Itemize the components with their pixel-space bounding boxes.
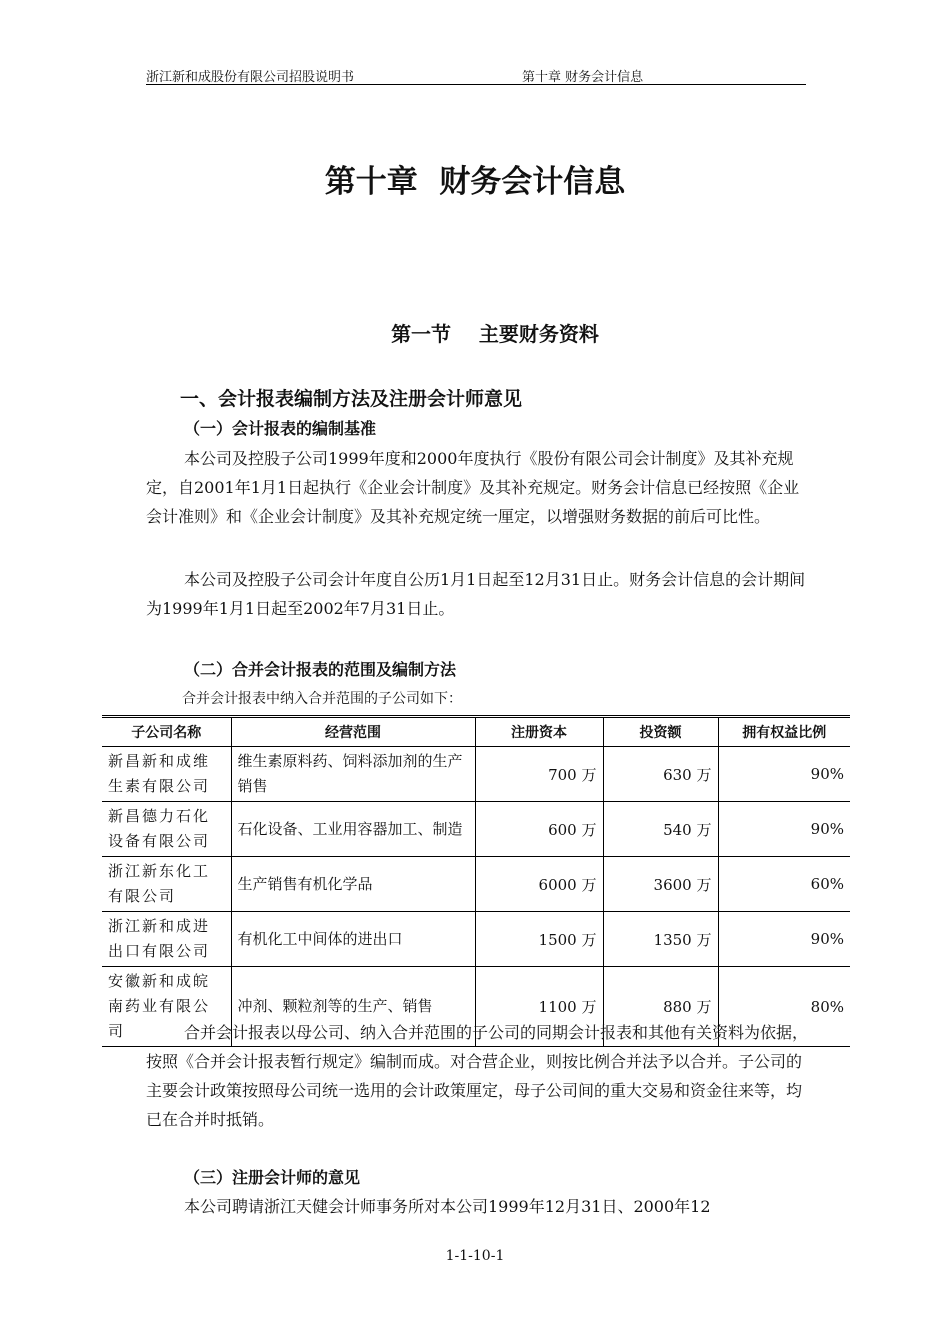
cell-equity: 90%	[718, 747, 850, 802]
col-header-capital: 注册资本	[475, 717, 603, 747]
paragraph-consolidation: 合并会计报表以母公司、纳入合并范围的子公司的同期会计报表和其他有关资料为依据，按照《合并会计报表暂行规定》编制而成。对合营企业，则按比例合并法予以合并。子公司的主要会计政策按照母公司统一选用的会计政策厘定，母子公司间的重大交易和资金往来等，均已在合并时抵销。	[146, 1023, 809, 1129]
table-caption: 合并会计报表中纳入合并范围的子公司如下：	[182, 691, 462, 707]
cell-scope: 有机化工中间体的进出口	[231, 912, 475, 967]
cell-scope: 生产销售有机化学品	[231, 857, 475, 912]
paragraph-auditor: 本公司聘请浙江天健会计师事务所对本公司1999年12月31日、2000年12	[184, 1197, 711, 1216]
subheading-1: （一）会计报表的编制基准	[184, 419, 377, 438]
cell-name: 浙江新东化工有限公司	[102, 857, 231, 912]
cell-name: 新昌新和成维生素有限公司	[102, 747, 231, 802]
col-header-investment: 投资额	[603, 717, 718, 747]
cell-scope: 维生素原料药、饲料添加剂的生产销售	[231, 747, 475, 802]
chapter-title: 第十章 财务会计信息	[324, 164, 626, 200]
cell-equity: 80%	[718, 967, 850, 1047]
cell-investment: 1350 万	[603, 912, 718, 967]
cell-capital: 700 万	[475, 747, 603, 802]
cell-capital: 1100 万	[475, 967, 603, 1047]
header-rule	[146, 84, 806, 85]
table-header-row	[102, 717, 850, 747]
cell-capital: 6000 万	[475, 857, 603, 912]
cell-equity: 60%	[718, 857, 850, 912]
table-row	[102, 747, 850, 802]
subheading-3: （三）注册会计师的意见	[184, 1168, 361, 1187]
col-header-name: 子公司名称	[102, 717, 231, 747]
section-title: 第一节 主要财务资料	[391, 322, 599, 346]
paragraph-basis-1: 本公司及控股子公司1999年度和2000年度执行《股份有限公司会计制度》及其补充规定，自2001年1月1日起执行《企业会计制度》及其补充规定。财务会计信息已经按照《企业会计准则》和《企业会计制度》及其补充规定统一厘定，以增强财务数据的前后可比性。	[146, 449, 800, 526]
cell-equity: 90%	[718, 802, 850, 857]
cell-investment: 3600 万	[603, 857, 718, 912]
subheading-2: （二）合并会计报表的范围及编制方法	[184, 660, 457, 679]
heading-1: 一、会计报表编制方法及注册会计师意见	[180, 388, 523, 410]
page-number: 1-1-10-1	[445, 1248, 505, 1264]
cell-name: 安徽新和成皖南药业有限公司	[102, 967, 231, 1047]
table-row	[102, 912, 850, 967]
col-header-equity: 拥有权益比例	[718, 717, 850, 747]
cell-name: 新昌德力石化设备有限公司	[102, 802, 231, 857]
header-chapter: 第十章 财务会计信息	[522, 70, 644, 85]
table-row	[102, 857, 850, 912]
paragraph-basis-2: 本公司及控股子公司会计年度自公历1月1日起至12月31日止。财务会计信息的会计期间为1999年1月1日起至2002年7月31日止。	[146, 570, 806, 618]
cell-capital: 1500 万	[475, 912, 603, 967]
cell-investment: 880 万	[603, 967, 718, 1047]
header-doc-title: 浙江新和成股份有限公司招股说明书	[146, 70, 355, 85]
cell-investment: 540 万	[603, 802, 718, 857]
cell-name: 浙江新和成进出口有限公司	[102, 912, 231, 967]
cell-scope: 冲剂、颗粒剂等的生产、销售	[231, 967, 475, 1047]
cell-investment: 630 万	[603, 747, 718, 802]
subsidiaries-table	[102, 715, 850, 1047]
cell-equity: 90%	[718, 912, 850, 967]
cell-scope: 石化设备、工业用容器加工、制造	[231, 802, 475, 857]
cell-capital: 600 万	[475, 802, 603, 857]
col-header-scope: 经营范围	[231, 717, 475, 747]
table-row	[102, 802, 850, 857]
